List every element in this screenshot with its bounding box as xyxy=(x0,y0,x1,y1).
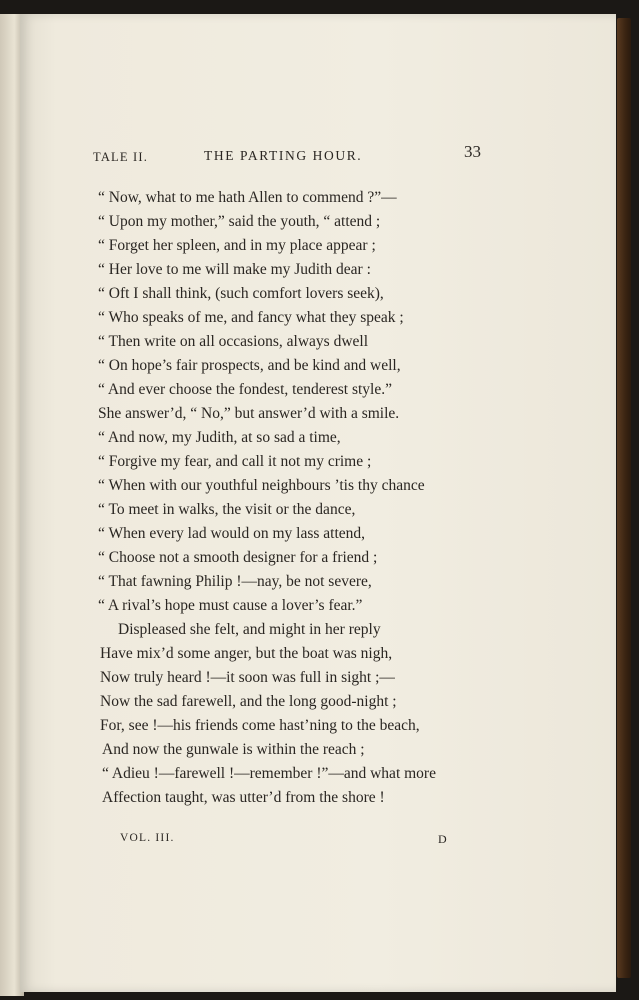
verse-line: “ That fawning Philip !—nay, be not severe, xyxy=(98,573,372,590)
page-number: 33 xyxy=(464,142,481,161)
verse-line: “ Upon my mother,” said the youth, “ attend ; xyxy=(98,213,381,230)
verse-line: “ When with our youthful neighbours ’tis thy chance xyxy=(98,477,425,494)
verse-line: Now truly heard !—it soon was full in sight ;— xyxy=(100,669,395,686)
verse-line: “ When every lad would on my lass attend, xyxy=(98,525,366,542)
signature-mark: D xyxy=(438,832,447,846)
tale-label: TALE II. xyxy=(93,150,149,164)
verse-line: “ Now, what to me hath Allen to commend ?”— xyxy=(98,189,397,206)
verse-line: “ Adieu !—farewell !—remember !”—and what more xyxy=(102,765,436,782)
running-head xyxy=(20,140,616,170)
volume-label: VOL. III. xyxy=(120,832,175,844)
verse-line: “ Then write on all occasions, always dwell xyxy=(98,333,369,350)
verse-line: Now the sad farewell, and the long good-night ; xyxy=(100,693,397,710)
verse-line: “ Who speaks of me, and fancy what they speak ; xyxy=(98,309,404,326)
verse-line: “ And now, my Judith, at so sad a time, xyxy=(98,429,341,446)
verse-line: “ To meet in walks, the visit or the dance, xyxy=(98,501,356,518)
verse-line: “ On hope’s fair prospects, and be kind and well, xyxy=(98,357,401,374)
verse-line: Displeased she felt, and might in her reply xyxy=(118,621,381,638)
book-cover-edge xyxy=(617,18,631,978)
verse-line: For, see !—his friends come hast’ning to the beach, xyxy=(100,717,420,734)
verse-line: “ Her love to me will make my Judith dear : xyxy=(98,261,371,278)
verse-line: “ And ever choose the fondest, tenderest style.” xyxy=(98,381,392,398)
verse-line: Affection taught, was utter’d from the shore ! xyxy=(102,789,385,806)
verse-line: “ Forget her spleen, and in my place appear ; xyxy=(98,237,376,254)
page-title: THE PARTING HOUR. xyxy=(204,148,363,163)
verse-line: “ Forgive my fear, and call it not my crime ; xyxy=(98,453,372,470)
verse-line: She answer’d, “ No,” but answer’d with a smile. xyxy=(98,405,400,422)
verse-line: “ Oft I shall think, (such comfort lovers seek), xyxy=(98,285,384,302)
verse-line: Have mix’d some anger, but the boat was nigh, xyxy=(100,645,393,662)
verse-line: “ Choose not a smooth designer for a friend ; xyxy=(98,549,378,566)
verse-line: And now the gunwale is within the reach ; xyxy=(102,741,365,758)
page-footer xyxy=(20,832,616,852)
book-page xyxy=(20,14,616,992)
verse-line: “ A rival’s hope must cause a lover’s fear.” xyxy=(98,597,363,614)
